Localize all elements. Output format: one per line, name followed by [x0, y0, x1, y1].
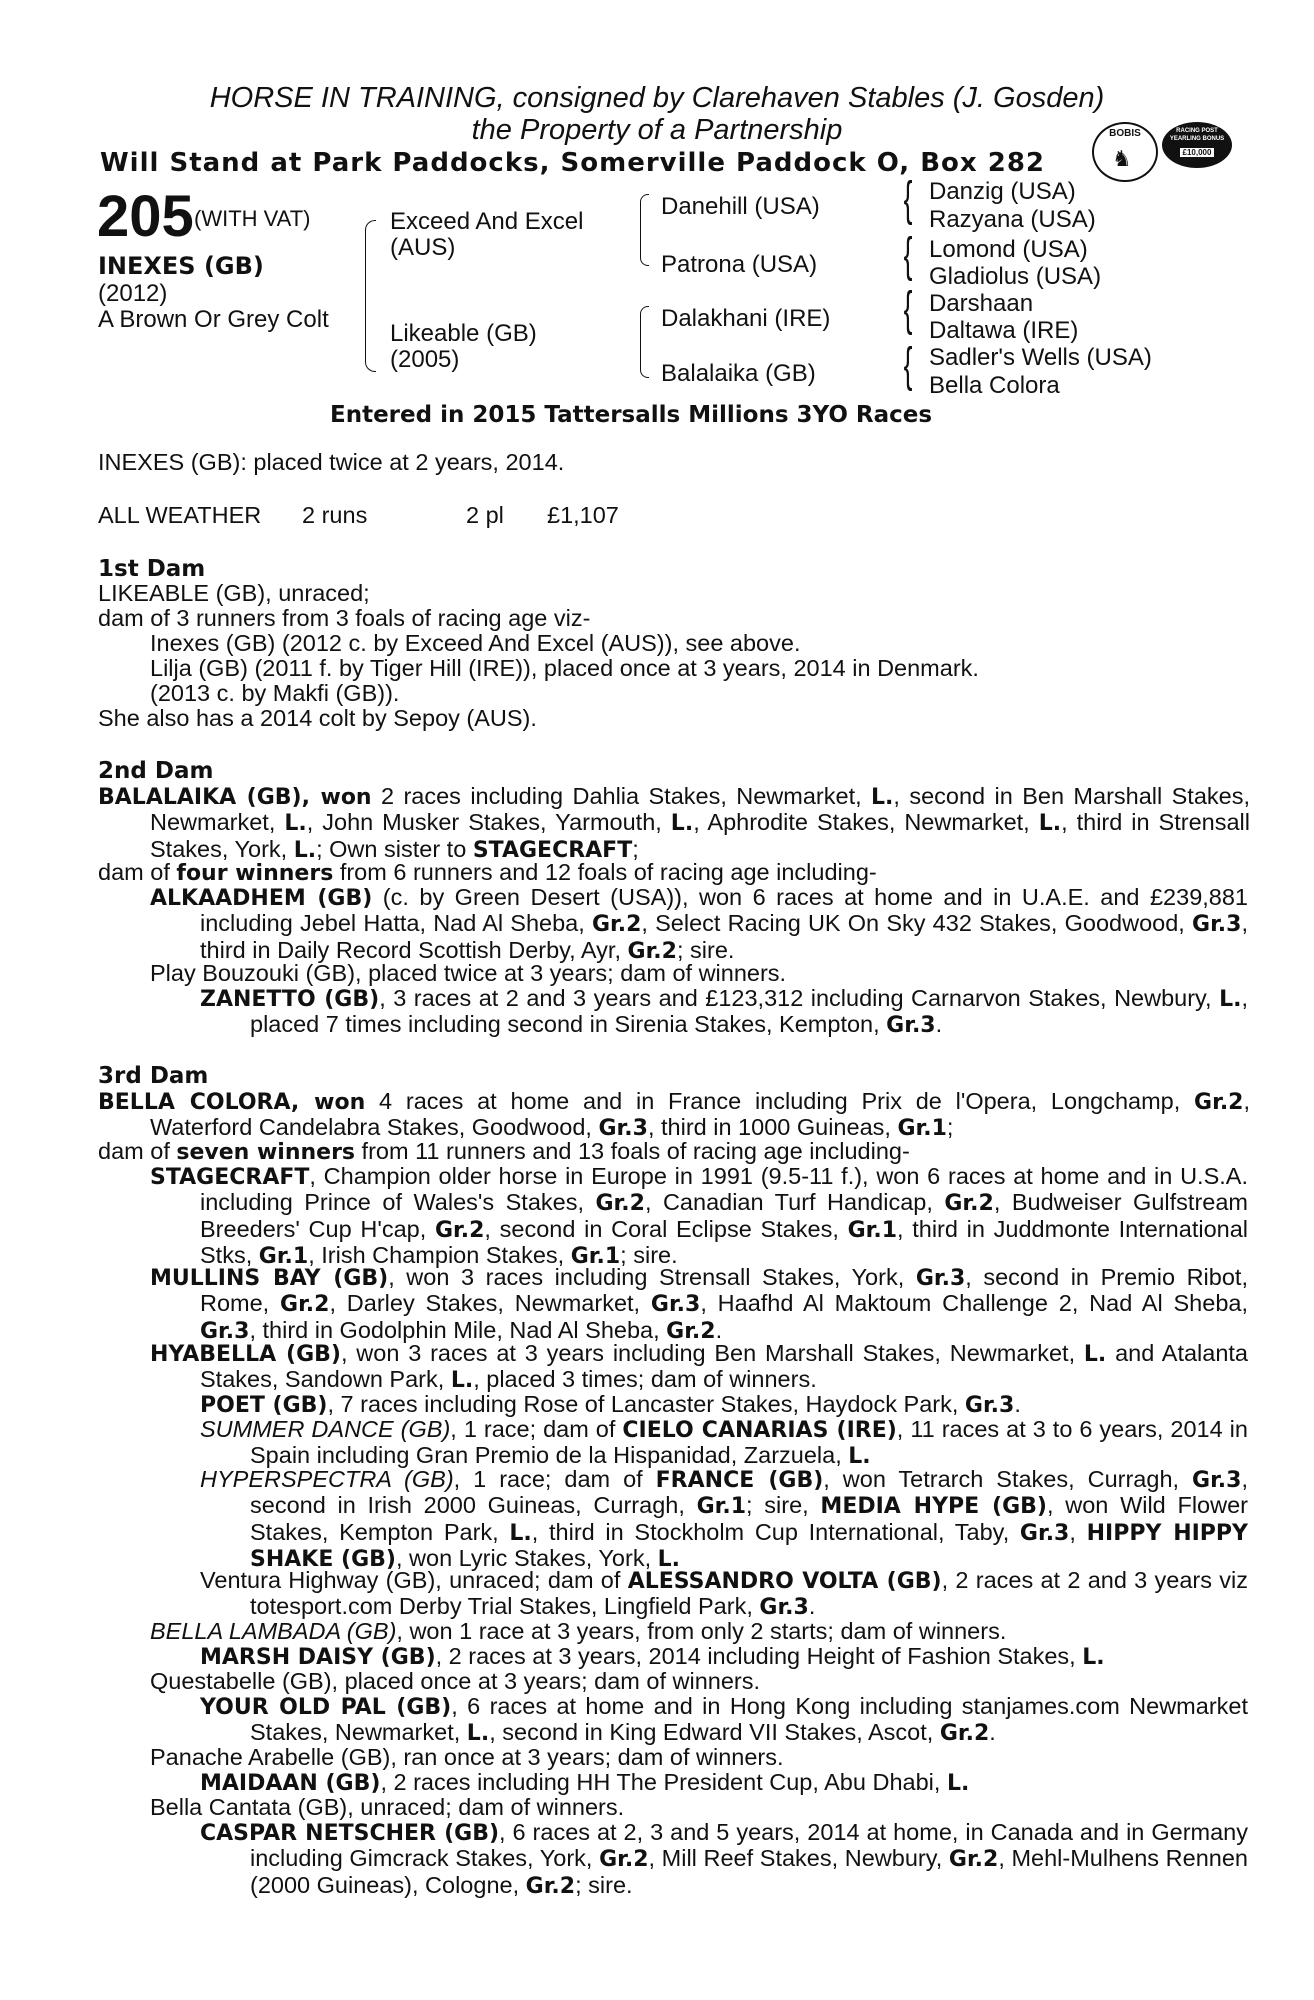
gen3-7: Sadler's Wells (USA): [929, 344, 1152, 371]
dam2-record: BALALAIKA (GB), won 2 races including Dahlia Stakes, Newmarket, L., second in Ben Marshall Stakes, Newmarket, L., John Musker Stakes, Yarmouth, L., Aphrodite Stakes, Newmarket, L., third in Strensall Stakes, York, L.; Own sister to STAGECRAFT;: [98, 783, 1250, 863]
dam-year: (2005): [390, 346, 460, 373]
horse-icon: ♞: [1112, 146, 1132, 171]
sire-dam: Patrona (USA): [661, 251, 818, 278]
yearling-bonus-logo: [1162, 122, 1232, 168]
aw-label: ALL WEATHER: [98, 502, 262, 528]
dam-bracket: [640, 306, 649, 378]
dam3-hyperspectra: HYPERSPECTRA (GB), 1 race; dam of FRANCE (GB), won Tetrarch Stakes, Curragh, Gr.3, second in Irish 2000 Guineas, Curragh, Gr.1; sire, MEDIA HYPE (GB), won Wild Flower Stakes, Kempton Park, L., third in Stockholm Cup International, Taby, Gr.3, HIPPY HIPPY SHAKE (GB), won Lyric Stakes, York, L.: [200, 1466, 1248, 1572]
dam-dam: Balalaika (GB): [661, 360, 816, 387]
dam3-questabelle: Questabelle (GB), placed once at 3 years; dam of winners.: [150, 1668, 761, 1694]
entered-line: Entered in 2015 Tattersalls Millions 3YO Races: [330, 402, 933, 428]
brace-1: {: [903, 173, 913, 226]
gen3-8: Bella Colora: [929, 372, 1060, 399]
dam-sire: Dalakhani (IRE): [661, 305, 831, 332]
aw-runs: 2 runs: [302, 502, 368, 528]
aw-amount: £1,107: [547, 502, 619, 528]
dam: Likeable (GB): [390, 320, 537, 347]
dam3-hyabella: HYABELLA (GB), won 3 races at 3 years including Ben Marshall Stakes, Newmarket, L. and Atalanta Stakes, Sandown Park, L., placed 3 times; dam of winners.: [150, 1340, 1249, 1394]
dam3-maidaan: MAIDAAN (GB), 2 races including HH The President Cup, Abu Dhabi, L.: [200, 1769, 970, 1796]
dam3-marsh-daisy: MARSH DAISY (GB), 2 races at 3 years, 2014 including Height of Fashion Stakes, L.: [200, 1643, 1105, 1670]
consignor-line: HORSE IN TRAINING, consigned by Clarehaven Stables (J. Gosden): [209, 82, 1105, 114]
bonus-logo-top: RACING POST: [1176, 128, 1218, 134]
dam3-panache-arabelle: Panache Arabelle (GB), ran once at 3 years; dam of winners.: [150, 1744, 784, 1770]
gen3-3: Lomond (USA): [929, 236, 1088, 263]
sire-origin: (AUS): [390, 234, 456, 261]
dam1-line2: dam of 3 runners from 3 foals of racing age viz-: [98, 605, 591, 631]
gen3-6: Daltawa (IRE): [929, 317, 1079, 344]
gen3-4: Gladiolus (USA): [929, 263, 1102, 290]
gen3-5: Darshaan: [929, 290, 1034, 317]
dam3-mullins-bay: MULLINS BAY (GB), won 3 races including Strensall Stakes, York, Gr.3, second in Premio Ribot, Rome, Gr.2, Darley Stakes, Newmarket, Gr.3, Haafhd Al Maktoum Challenge 2, Nad Al Sheba, Gr.3, third in Godolphin Mile, Nad Al Sheba, Gr.2.: [150, 1264, 1248, 1344]
dam2-alkaadhem: ALKAADHEM (GB) (c. by Green Desert (USA)), won 6 races at home and in U.A.E. and £239,881 including Jebel Hatta, Nad Al Sheba, Gr.2, Select Racing UK On Sky 432 Stakes, Goodwood, Gr.3, third in Daily Record Scottish Derby, Ayr, Gr.2; sire.: [150, 884, 1248, 964]
dam1-line3: Inexes (GB) (2012 c. by Exceed And Excel (AUS)), see above.: [150, 630, 801, 656]
property-line: the Property of a Partnership: [471, 114, 843, 146]
sire: Exceed And Excel: [390, 208, 584, 235]
dam3-produce-intro: dam of seven winners from 11 runners and 13 foals of racing age including-: [98, 1138, 910, 1165]
dam2-heading: 2nd Dam: [98, 758, 214, 784]
dam3-bella-lambada: BELLA LAMBADA (GB), won 1 race at 3 years, from only 2 starts; dam of winners.: [150, 1618, 1007, 1644]
dam1-line1: LIKEABLE (GB), unraced;: [98, 580, 370, 606]
dam1-heading: 1st Dam: [98, 556, 206, 582]
dam1-line4: Lilja (GB) (2011 f. by Tiger Hill (IRE)), placed once at 3 years, 2014 in Denmark.: [150, 655, 979, 681]
dam2-produce-intro: dam of four winners from 6 runners and 12 foals of racing age including-: [98, 859, 877, 886]
pedigree-bracket: [365, 220, 376, 372]
bonus-logo-mid: YEARLING BONUS: [1169, 136, 1225, 142]
horse-year: (2012): [98, 280, 168, 307]
dam2-play-bouzouki: Play Bouzouki (GB), placed twice at 3 years; dam of winners.: [150, 960, 787, 986]
dam3-record: BELLA COLORA, won 4 races at home and in France including Prix de l'Opera, Longchamp, Gr.2, Waterford Candelabra Stakes, Goodwood, Gr.3, third in 1000 Guineas, Gr.1;: [98, 1088, 1251, 1142]
brace-4: {: [903, 339, 913, 392]
dam1-line5: (2013 c. by Makfi (GB)).: [150, 680, 400, 706]
brace-2: {: [903, 229, 913, 282]
horse-name: INEXES (GB): [98, 252, 264, 280]
dam2-zanetto: ZANETTO (GB), 3 races at 2 and 3 years and £123,312 including Carnarvon Stakes, Newbury, L., placed 7 times including second in Sirenia Stakes, Kempton, Gr.3.: [200, 985, 1248, 1039]
bobis-logo-text: BOBIS: [1109, 128, 1141, 139]
gen3-1: Danzig (USA): [929, 178, 1076, 205]
sire-bracket: [640, 194, 649, 266]
dam3-your-old-pal: YOUR OLD PAL (GB), 6 races at home and in Hong Kong including stanjames.com Newmarket Stakes, Newmarket, L., second in King Edward VII Stakes, Ascot, Gr.2.: [200, 1693, 1249, 1747]
dam3-bella-cantata: Bella Cantata (GB), unraced; dam of winners.: [150, 1794, 625, 1820]
gen3-2: Razyana (USA): [929, 206, 1096, 233]
dam3-stagecraft: STAGECRAFT, Champion older horse in Europe in 1991 (9.5-11 f.), won 6 races at home and in U.S.A. including Prince of Wales's Stakes, Gr.2, Canadian Turf Handicap, Gr.2, Budweiser Gulfstream Breeders' Cup H'cap, Gr.2, second in Coral Eclipse Stakes, Gr.1, third in Juddmonte International Stks, Gr.1, Irish Champion Stakes, Gr.1; sire.: [150, 1163, 1248, 1269]
race-summary: INEXES (GB): placed twice at 2 years, 2014.: [98, 449, 565, 475]
lot-number: 205: [97, 184, 194, 249]
aw-placed: 2 pl: [466, 502, 504, 528]
dam3-caspar-netscher: CASPAR NETSCHER (GB), 6 races at 2, 3 and 5 years, 2014 at home, in Canada and in Germany including Gimcrack Stakes, York, Gr.2, Mill Reef Stakes, Newbury, Gr.2, Mehl-Mulhens Rennen (2000 Guineas), Cologne, Gr.2; sire.: [200, 1819, 1248, 1899]
sire-sire: Danehill (USA): [661, 193, 820, 220]
dam3-poet: POET (GB), 7 races including Rose of Lancaster Stakes, Haydock Park, Gr.3.: [200, 1391, 1021, 1418]
dam3-summer-dance: SUMMER DANCE (GB), 1 race; dam of CIELO CANARIAS (IRE), 11 races at 3 to 6 years, 2014 in Spain including Gran Premio de la Hispanidad, Zarzuela, L.: [200, 1416, 1248, 1470]
bonus-logo-amount: £10,000: [1180, 148, 1215, 157]
dam3-ventura-highway: Ventura Highway (GB), unraced; dam of ALESSANDRO VOLTA (GB), 2 races at 2 and 3 years viz totesport.com Derby Trial Stakes, Lingfield Park, Gr.3.: [200, 1567, 1248, 1621]
bobis-logo: [1092, 122, 1158, 182]
venue-line: Will Stand at Park Paddocks, Somerville Paddock O, Box 282: [100, 148, 1046, 178]
brace-3: {: [903, 283, 913, 336]
vat-label: (WITH VAT): [194, 206, 311, 231]
horse-desc: A Brown Or Grey Colt: [98, 306, 329, 333]
dam3-heading: 3rd Dam: [98, 1063, 209, 1089]
dam1-line6: She also has a 2014 colt by Sepoy (AUS).: [98, 705, 537, 731]
